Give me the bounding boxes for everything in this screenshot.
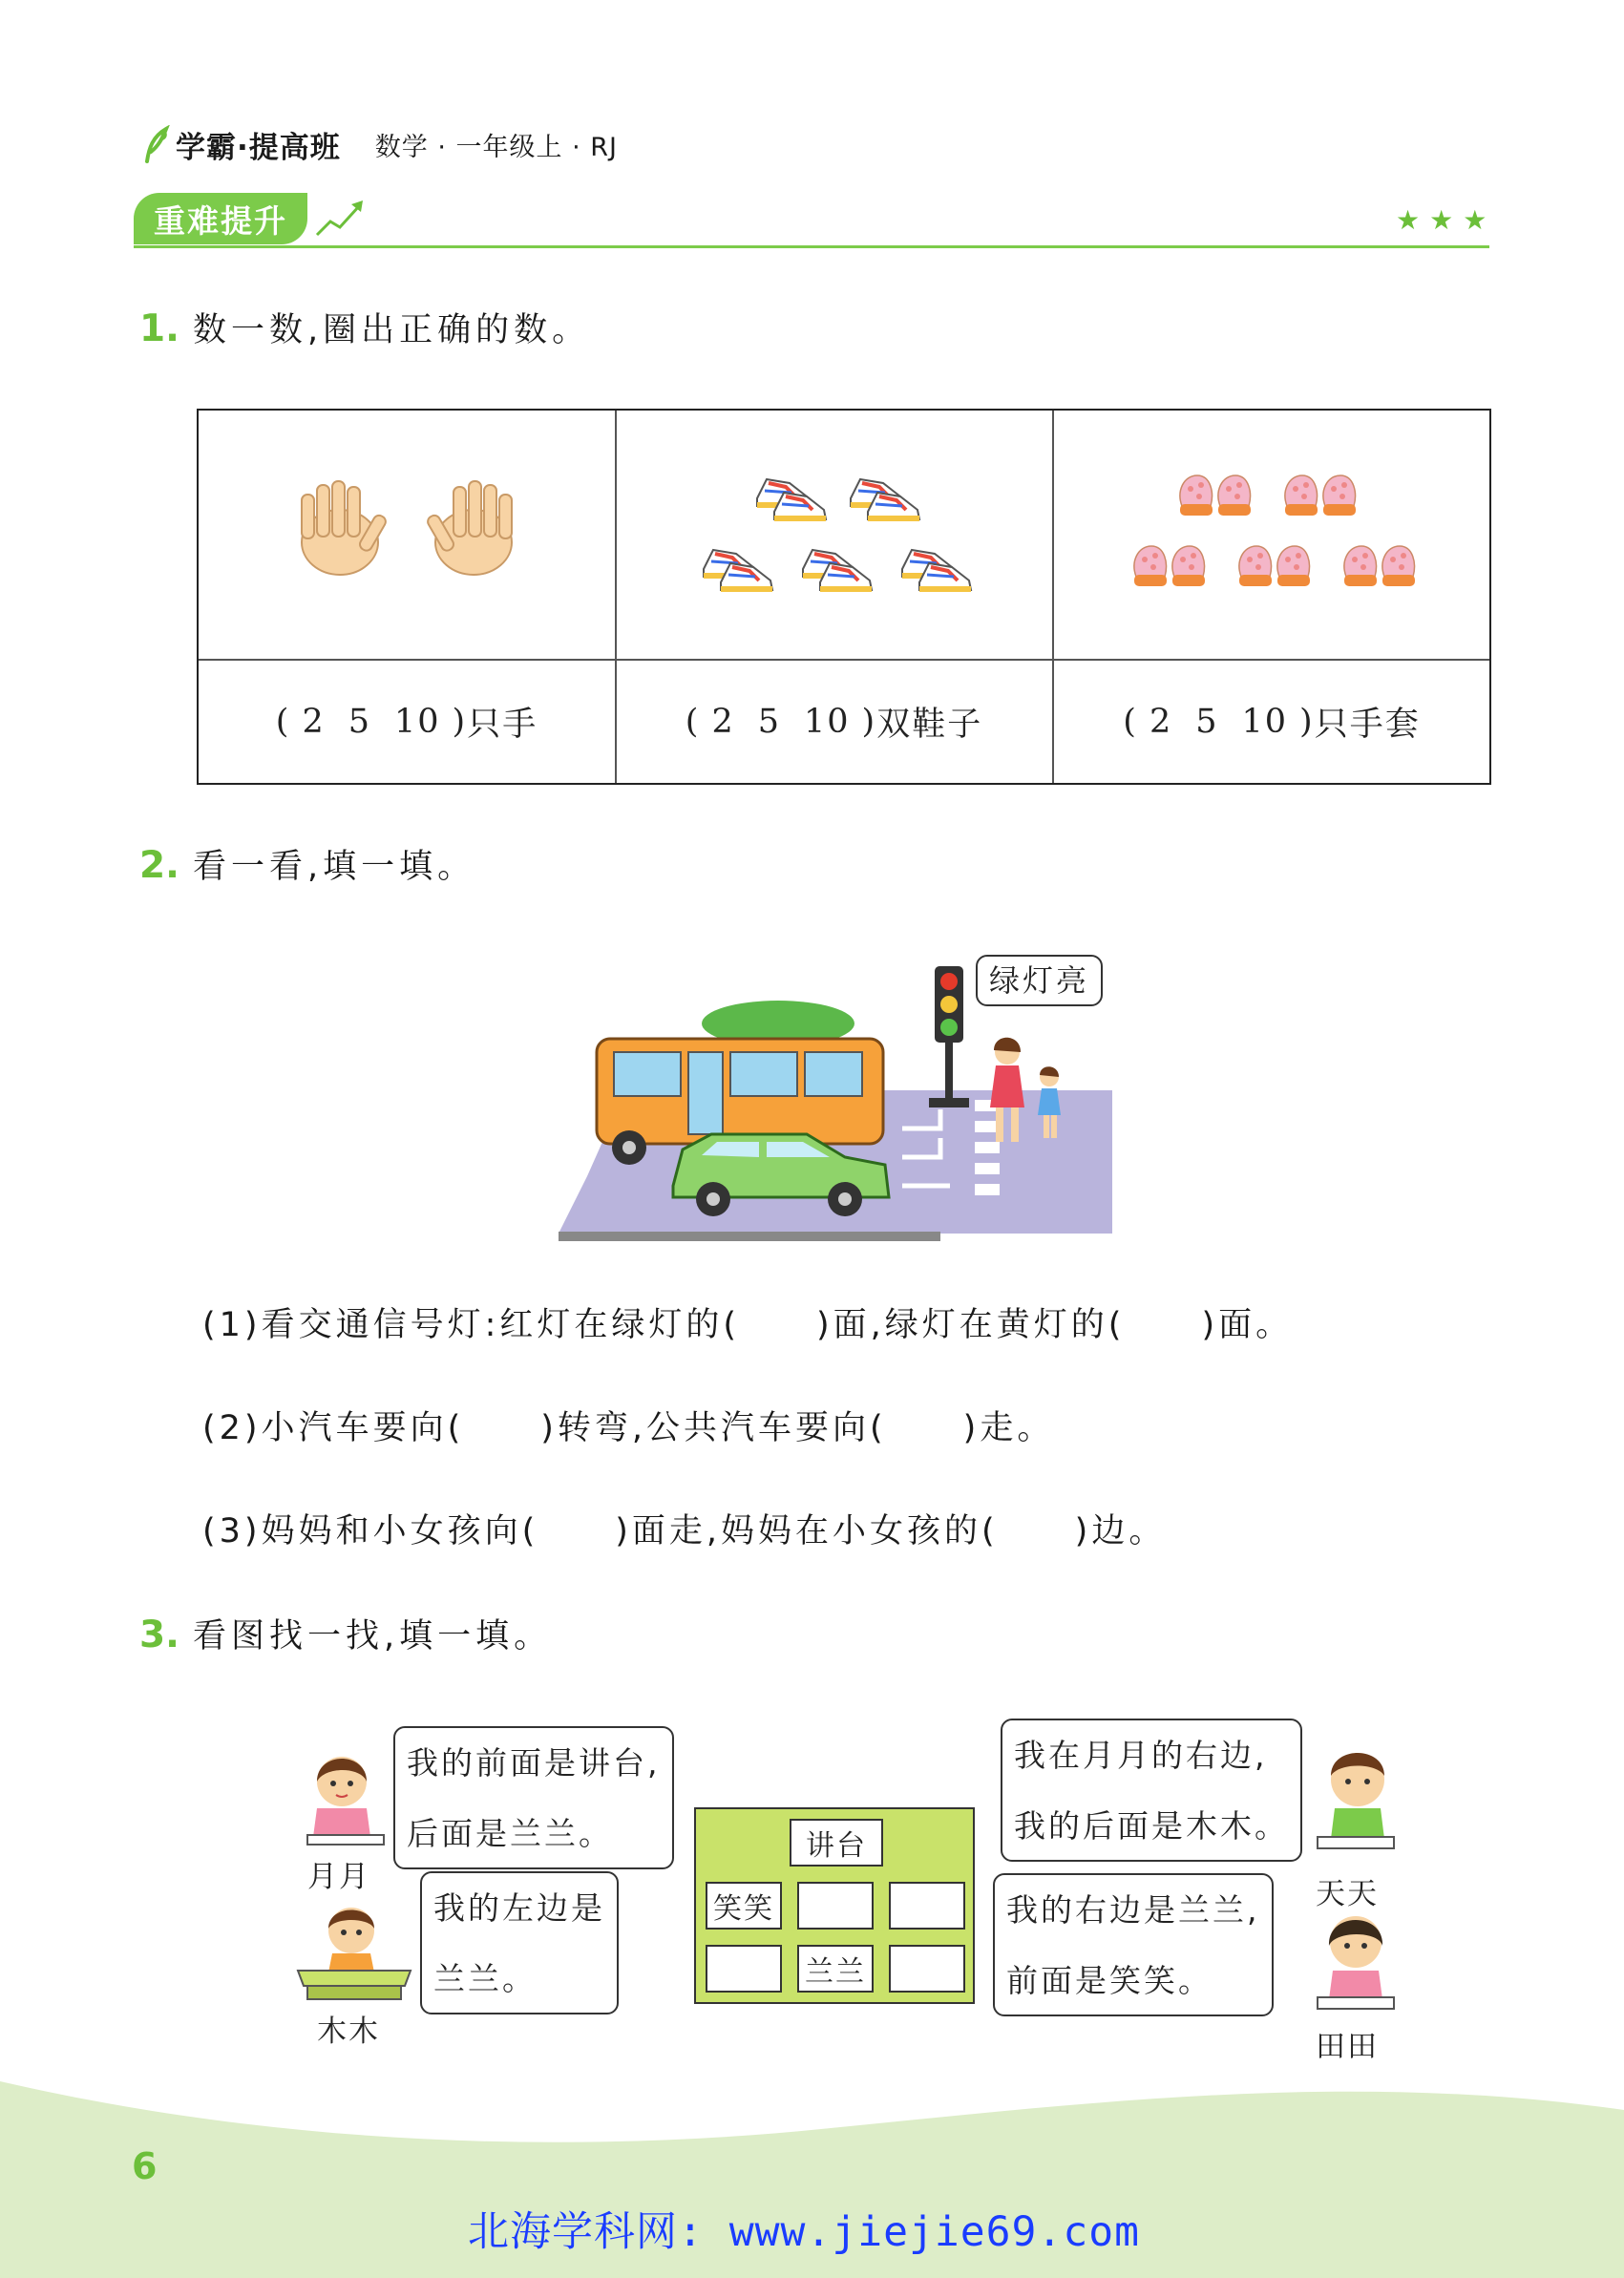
- trend-arrow-icon: [313, 197, 367, 239]
- name-tiantian2: 田田: [1316, 2030, 1379, 2064]
- question-1-heading: [139, 304, 590, 351]
- mitten-pair-icon: [1134, 546, 1205, 586]
- star-icon: ★: [1429, 204, 1454, 236]
- question-3-heading: [139, 1610, 552, 1657]
- option-5[interactable]: 5: [348, 703, 371, 741]
- option-2[interactable]: 2: [1149, 703, 1173, 741]
- answer-cell-hands: ( 2 5 10 ) 只手: [199, 659, 615, 785]
- mittens-illustration: [1054, 411, 1489, 659]
- name-mumu: 木木: [317, 2014, 380, 2049]
- difficulty-stars: [1396, 206, 1491, 235]
- curb: [559, 1232, 940, 1241]
- sub-question-1: (1)看交通信号灯:红灯在绿灯的( )面,绿灯在黄灯的( )面。: [202, 1306, 1294, 1344]
- seat-row1-right[interactable]: [889, 1882, 965, 1930]
- seat-row2-left[interactable]: [706, 1945, 782, 1993]
- boy-tiantian-icon: [1312, 1738, 1400, 1867]
- sub-question-3: (3)妈妈和小女孩向( )面走,妈妈在小女孩的( )边。: [202, 1512, 1167, 1550]
- answer-cell-mittens: ( 2 5 10 ) 只手套: [1054, 659, 1489, 785]
- traffic-light-icon: [929, 966, 969, 1107]
- unit-label: 双鞋子: [876, 706, 983, 744]
- shoe-pair-icon: [704, 550, 772, 592]
- name-yueyue: 月月: [307, 1860, 370, 1894]
- girl-tiantian2-icon: [1312, 1906, 1400, 2020]
- option-10[interactable]: 10: [804, 703, 851, 741]
- seat-row2-right[interactable]: [889, 1945, 965, 1993]
- option-2[interactable]: 2: [302, 703, 326, 741]
- counting-table: [197, 409, 1491, 785]
- speech-bubble-tiantian: 我在月月的右边, 我的后面是木木。: [1001, 1719, 1302, 1862]
- boy-mumu-icon: [292, 1900, 416, 2005]
- shoe-pair-icon: [851, 479, 919, 521]
- option-2[interactable]: 2: [711, 703, 735, 741]
- question-title: 看图找一找,填一填。: [192, 1617, 553, 1656]
- name-tiantian: 天天: [1316, 1877, 1379, 1911]
- hand-icon: [426, 481, 512, 575]
- star-icon: ★: [1396, 204, 1421, 236]
- podium: 讲台: [790, 1819, 883, 1867]
- seat-row1-left[interactable]: 笑笑: [706, 1882, 782, 1930]
- girl-yueyue-icon: [304, 1745, 386, 1850]
- mitten-pair-icon: [1285, 475, 1356, 516]
- leaf-logo-icon: [143, 125, 170, 163]
- speech-bubble-mumu: 我的左边是 兰兰。: [420, 1871, 619, 2014]
- section-tag: 重难提升: [134, 193, 307, 244]
- option-5[interactable]: 5: [757, 703, 781, 741]
- shoe-pair-icon: [757, 479, 826, 521]
- header-rule: [134, 245, 1489, 248]
- seat-row1-middle[interactable]: [797, 1882, 874, 1930]
- brand: [143, 120, 618, 168]
- question-number: 2.: [139, 844, 179, 887]
- star-icon: ★: [1463, 204, 1487, 236]
- footer-website[interactable]: 北海学科网: www.jiejie69.com: [468, 2208, 1140, 2256]
- question-title: 数一数,圈出正确的数。: [192, 311, 591, 349]
- question-2-heading: [139, 840, 475, 888]
- mitten-pair-icon: [1344, 546, 1415, 586]
- option-10[interactable]: 10: [1241, 703, 1289, 741]
- hands-illustration: [199, 411, 615, 659]
- answer-cell-shoes: ( 2 5 10 ) 双鞋子: [616, 659, 1052, 785]
- page-number: 6: [132, 2145, 158, 2187]
- question-number: 3.: [139, 1614, 179, 1656]
- book-subtitle: 数学 · 一年级上 · RJ: [374, 132, 618, 162]
- shoe-pair-icon: [803, 550, 872, 592]
- option-10[interactable]: 10: [394, 703, 441, 741]
- speech-bubble-green-light: 绿灯亮: [976, 955, 1103, 1006]
- seat-row2-middle[interactable]: 兰兰: [797, 1945, 874, 1993]
- speech-bubble-tiantian2: 我的右边是兰兰, 前面是笑笑。: [993, 1873, 1274, 2016]
- brand-name: 学霸·提高班: [176, 130, 341, 165]
- sub-question-2: (2)小汽车要向( )转弯,公共汽车要向( )走。: [202, 1409, 1055, 1447]
- mitten-pair-icon: [1239, 546, 1310, 586]
- classroom-seating-chart: [694, 1807, 975, 2004]
- unit-label: 只手套: [1314, 706, 1421, 744]
- question-number: 1.: [139, 307, 179, 350]
- unit-label: 只手: [467, 706, 538, 744]
- hand-icon: [302, 481, 388, 575]
- shoes-illustration: [616, 411, 1052, 659]
- option-5[interactable]: 5: [1195, 703, 1219, 741]
- mitten-pair-icon: [1180, 475, 1251, 516]
- shoe-pair-icon: [902, 550, 971, 592]
- speech-bubble-yueyue: 我的前面是讲台, 后面是兰兰。: [393, 1726, 674, 1869]
- question-title: 看一看,填一填。: [192, 848, 476, 886]
